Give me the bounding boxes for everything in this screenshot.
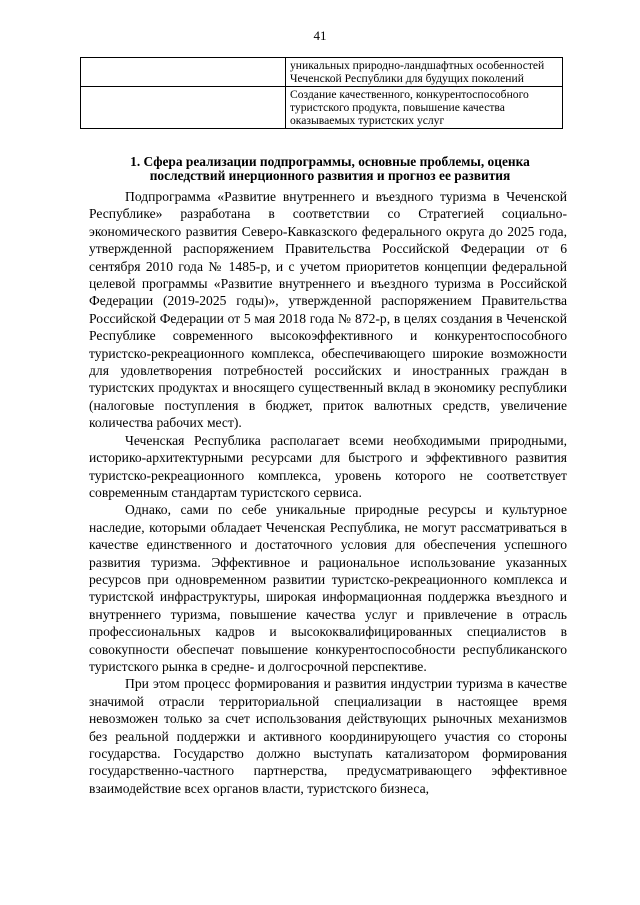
paragraph: При этом процесс формирования и развития индустрии туризма в качестве значимой отрасли территориальной специализации в настоящее время невозможен только за счет использования действующих рыночных механизмов без реальной поддержки и активного координирующего участия со стороны государства. Государство должно выступать катализатором формирования государственно-частного партнерства, предусматривающего эффективное взаимодействие всех органов власти, туристского бизнеса, (89, 676, 567, 796)
table-row (81, 58, 563, 87)
paragraph: Чеченская Республика располагает всеми необходимыми природными, историко-архитектурными ресурсами для быстрого и эффективного развития туристско-рекреационного комплекса, уровень которого не соответствует современным стандартам туристского сервиса. (89, 432, 567, 500)
table-cell-right: уникальных природно-ландшафтных особенностей Чеченской Республики для будущих поколений (286, 58, 563, 87)
body-text (89, 188, 567, 797)
continuation-table (80, 57, 563, 129)
table-cell-left (81, 87, 286, 129)
page-number: 41 (313, 28, 327, 43)
paragraph: Однако, сами по себе уникальные природные ресурсы и культурное наследие, которыми обладает Чеченская Республика, не могут рассматриваться в качестве единственного и достаточного условия для обеспечения успешного развития туризма. Эффективное и рациональное использование указанных ресурсов при одновременном развитии туристско-рекреационного комплекса и туристской инфраструктуры, широкая информационная поддержка въездного и внутреннего туризма, повышение качества услуг и привлечение в отрасль профессиональных кадров и высококвалифицированных специалистов в совокупности обеспечат повышение конкурентоспособности республиканского туристского рынка в средне- и долгосрочной перспективе. (89, 502, 567, 674)
paragraph: Подпрограмма «Развитие внутреннего и въездного туризма в Чеченской Республике» разработана в соответствии со Стратегией социально-экономического развития Северо-Кавказского федерального округа до 2025 года, утвержденной распоряжением Правительства Российской Федерации от 6 сентября 2010 года № 1485-р, и с учетом приоритетов концепции федеральной целевой программы «Развитие внутреннего и въездного туризма в Российской Федерации (2019-2025 годы)», утвержденной распоряжением Правительства Российской Федерации от 5 мая 2018 года № 872-р, в целях создания в Чеченской Республике современного высокоэффективного и конкурентоспособного туристско-рекреационного комплекса, обеспечивающего широкие возможности для удовлетворения потребностей российских и иностранных граждан в туристских продуктах и вносящего существенный вклад в экономику республики (налоговые поступления в бюджет, приток валютных средств, увеличение количества рабочих мест). (89, 189, 567, 431)
table-cell-right: Создание качественного, конкурентоспособного туристского продукта, повышение качества оказываемых туристских услуг (286, 87, 563, 129)
table-cell-left (81, 58, 286, 87)
section-heading: 1. Сфера реализации подпрограммы, основные проблемы, оценка последствий инерционного развития и прогноз ее развития (130, 154, 530, 183)
table-row (81, 87, 563, 129)
